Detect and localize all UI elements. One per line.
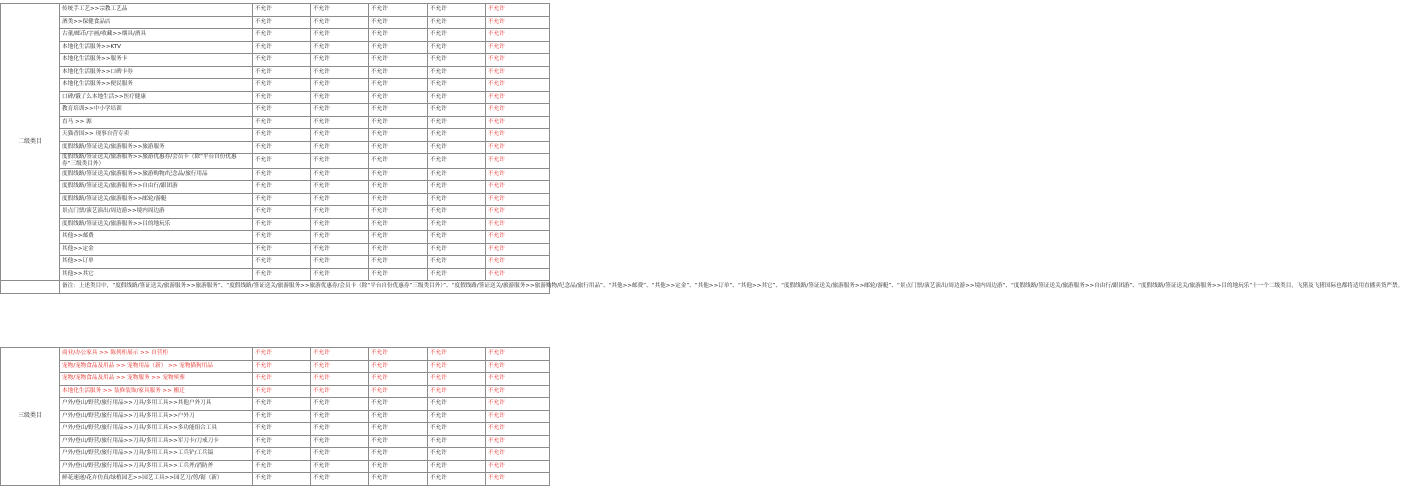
category-path: 度假线路/签证送关/旅游服务>>旅游服务	[60, 141, 253, 154]
permission-cell: 不允许	[369, 385, 428, 398]
table-row	[1, 66, 550, 79]
permission-cell: 不允许	[253, 104, 311, 117]
table-row	[1, 79, 550, 92]
permission-cell: 不允许	[311, 16, 369, 29]
permission-cell: 不允许	[486, 373, 550, 386]
table-row	[1, 398, 550, 411]
permission-cell: 不允许	[486, 410, 550, 423]
permission-cell: 不允许	[369, 398, 428, 411]
permission-cell: 不允许	[369, 181, 428, 194]
permission-cell: 不允许	[428, 410, 486, 423]
table-row	[1, 181, 550, 194]
permission-cell: 不允许	[311, 141, 369, 154]
permission-cell: 不允许	[428, 41, 486, 54]
category-path: 鲜花速递/花卉仿真/绿植园艺>>园艺工具>>园艺刀/剪/锯（新）	[60, 473, 253, 486]
category-path: 其他>>邮费	[60, 231, 253, 244]
permission-cell: 不允许	[311, 181, 369, 194]
permission-cell: 不允许	[253, 54, 311, 67]
permission-cell: 不允许	[486, 168, 550, 181]
permission-cell: 不允许	[428, 168, 486, 181]
permission-cell: 不允许	[311, 448, 369, 461]
category-path: 宠物/宠物食品及用品 >> 宠物用品（新） >> 宠物猫狗用品	[60, 360, 253, 373]
permission-cell: 不允许	[253, 91, 311, 104]
permission-cell: 不允许	[311, 231, 369, 244]
table-row	[1, 54, 550, 67]
permission-cell: 不允许	[428, 218, 486, 231]
permission-cell: 不允许	[311, 435, 369, 448]
permission-cell: 不允许	[486, 473, 550, 486]
permission-cell: 不允许	[428, 129, 486, 142]
permission-cell: 不允许	[253, 41, 311, 54]
category-path: 景点门票/演艺演出/周边游>>境内周边游	[60, 206, 253, 219]
permission-cell: 不允许	[369, 243, 428, 256]
third-level-table	[0, 347, 550, 486]
permission-cell: 不允许	[369, 218, 428, 231]
table-row	[1, 91, 550, 104]
table-row	[1, 423, 550, 436]
permission-cell: 不允许	[311, 54, 369, 67]
table-row	[1, 268, 550, 281]
permission-cell: 不允许	[253, 141, 311, 154]
permission-cell: 不允许	[253, 410, 311, 423]
category-path: 户外/登山/野营/旅行用品>>刀具/多用工具>>其他户外刀具	[60, 398, 253, 411]
permission-cell: 不允许	[311, 256, 369, 269]
permission-cell: 不允许	[369, 91, 428, 104]
table-row	[1, 385, 550, 398]
permission-cell: 不允许	[311, 360, 369, 373]
permission-cell: 不允许	[428, 423, 486, 436]
permission-cell: 不允许	[253, 193, 311, 206]
category-path: 商业/办公家具 >> 陈列柜展示 >> 自营柜	[60, 348, 253, 361]
permission-cell: 不允许	[428, 4, 486, 17]
permission-cell: 不允许	[311, 398, 369, 411]
permission-cell: 不允许	[253, 360, 311, 373]
permission-cell: 不允许	[486, 218, 550, 231]
second-level-table	[0, 3, 1403, 294]
permission-cell: 不允许	[428, 385, 486, 398]
permission-cell: 不允许	[253, 435, 311, 448]
permission-cell: 不允许	[486, 16, 550, 29]
permission-cell: 不允许	[253, 66, 311, 79]
permission-cell: 不允许	[486, 41, 550, 54]
permission-cell: 不允许	[428, 268, 486, 281]
permission-cell: 不允许	[369, 29, 428, 42]
category-path: 度假线路/签证送关/旅游服务>>邮轮/游艇	[60, 193, 253, 206]
permission-cell: 不允许	[311, 29, 369, 42]
permission-cell: 不允许	[253, 4, 311, 17]
table-row	[1, 154, 550, 169]
permission-cell: 不允许	[486, 181, 550, 194]
category-label: 三级类目	[1, 348, 60, 486]
table-row	[1, 256, 550, 269]
category-path: 教育培训>>中小学培训	[60, 104, 253, 117]
permission-cell: 不允许	[486, 256, 550, 269]
permission-cell: 不允许	[311, 129, 369, 142]
permission-cell: 不允许	[428, 360, 486, 373]
category-path: 其他>>订单	[60, 256, 253, 269]
permission-cell: 不允许	[486, 91, 550, 104]
category-path: 酒类>>保健食品店	[60, 16, 253, 29]
permission-cell: 不允许	[253, 398, 311, 411]
permission-cell: 不允许	[253, 231, 311, 244]
permission-cell: 不允许	[369, 460, 428, 473]
permission-cell: 不允许	[311, 385, 369, 398]
permission-cell: 不允许	[369, 360, 428, 373]
permission-cell: 不允许	[486, 423, 550, 436]
permission-cell: 不允许	[428, 154, 486, 169]
permission-cell: 不允许	[369, 206, 428, 219]
table-row	[1, 435, 550, 448]
permission-cell: 不允许	[486, 206, 550, 219]
permission-cell: 不允许	[369, 104, 428, 117]
permission-cell: 不允许	[428, 473, 486, 486]
permission-cell: 不允许	[311, 268, 369, 281]
permission-cell: 不允许	[253, 181, 311, 194]
permission-cell: 不允许	[311, 4, 369, 17]
table-row	[1, 129, 550, 142]
permission-cell: 不允许	[369, 54, 428, 67]
permission-cell: 不允许	[369, 129, 428, 142]
permission-cell: 不允许	[428, 256, 486, 269]
permission-cell: 不允许	[253, 473, 311, 486]
permission-cell: 不允许	[253, 348, 311, 361]
table-row	[1, 116, 550, 129]
permission-cell: 不允许	[369, 256, 428, 269]
permission-cell: 不允许	[369, 16, 428, 29]
permission-cell: 不允许	[311, 206, 369, 219]
table-row	[1, 218, 550, 231]
category-path: 度假线路/签证送关/旅游服务>>自由行/跟团游	[60, 181, 253, 194]
permission-cell: 不允许	[486, 193, 550, 206]
category-path: 古董/邮币/字画/收藏>>烟具/酒具	[60, 29, 253, 42]
permission-cell: 不允许	[253, 206, 311, 219]
permission-cell: 不允许	[428, 460, 486, 473]
note-row	[1, 281, 550, 294]
category-path: 户外/登山/野营/旅行用品>>刀具/多用工具>>工兵斧/消防斧	[60, 460, 253, 473]
permission-cell: 不允许	[486, 460, 550, 473]
permission-cell: 不允许	[369, 141, 428, 154]
category-path: 宠物/宠物食品及用品 >> 宠物服务 >> 宠物殡葬	[60, 373, 253, 386]
permission-cell: 不允许	[428, 435, 486, 448]
permission-cell: 不允许	[311, 66, 369, 79]
permission-cell: 不允许	[486, 398, 550, 411]
table-row	[1, 41, 550, 54]
permission-cell: 不允许	[369, 348, 428, 361]
permission-cell: 不允许	[428, 116, 486, 129]
note-spacer	[1, 281, 60, 294]
permission-cell: 不允许	[428, 348, 486, 361]
permission-cell: 不允许	[311, 243, 369, 256]
permission-cell: 不允许	[253, 154, 311, 169]
category-path: 户外/登山/野营/旅行用品>>刀具/多用工具>>户外刀	[60, 410, 253, 423]
permission-cell: 不允许	[369, 435, 428, 448]
category-path: 度假线路/签证送关/旅游服务>>旅游优惠券/会员卡（除“平台自份优惠券”三级类目外）	[60, 154, 253, 169]
table-row	[1, 4, 550, 17]
permission-cell: 不允许	[311, 193, 369, 206]
category-path: 本地化生活服务>>服务卡	[60, 54, 253, 67]
permission-cell: 不允许	[428, 373, 486, 386]
category-path: 本地化生活服务>>口碑卡券	[60, 66, 253, 79]
table-row	[1, 16, 550, 29]
permission-cell: 不允许	[428, 79, 486, 92]
table-row	[1, 448, 550, 461]
table-row	[1, 29, 550, 42]
permission-cell: 不允许	[486, 385, 550, 398]
permission-cell: 不允许	[311, 423, 369, 436]
permission-cell: 不允许	[486, 66, 550, 79]
table-row	[1, 360, 550, 373]
table-row	[1, 410, 550, 423]
permission-cell: 不允许	[311, 91, 369, 104]
permission-cell: 不允许	[428, 206, 486, 219]
table-row	[1, 168, 550, 181]
permission-cell: 不允许	[486, 268, 550, 281]
permission-cell: 不允许	[486, 243, 550, 256]
category-path: 户外/登山/野营/旅行用品>>刀具/多用工具>>军刀卡/刀戒刀卡	[60, 435, 253, 448]
permission-cell: 不允许	[369, 268, 428, 281]
permission-cell: 不允许	[311, 373, 369, 386]
permission-cell: 不允许	[311, 168, 369, 181]
permission-cell: 不允许	[369, 473, 428, 486]
permission-cell: 不允许	[428, 231, 486, 244]
table-row	[1, 243, 550, 256]
permission-cell: 不允许	[369, 154, 428, 169]
permission-cell: 不允许	[253, 385, 311, 398]
permission-cell: 不允许	[253, 218, 311, 231]
category-path: 度假线路/签证送关/旅游服务>>目的地玩乐	[60, 218, 253, 231]
table-row	[1, 473, 550, 486]
note-text: 备注：上述类目中，“度假线路/签证送关/旅游服务>>旅游服务”、“度假线路/签证送关/旅游服务>>旅游优惠券/会员卡（除“平台自份优惠券”三级类目外）”、“度假线路/签证送关/旅游服务>>旅游购物/纪念品/旅行用品”、“其他>>邮费”、“其他>>定金”、“其他>>订单”、“其他>>其它”、“度假线路/签证送关/旅游服务>>邮轮/游艇”、“景点门票/演艺演出/周边游>>境内周边游”、“度假线路/签证送关/旅游服务>>自由行/跟团游”、“度假线路/签证送关/旅游服务>>目的地玩乐”十一个二级类目，飞猪及飞猪国际也都将适用直播卖货严禁。	[60, 281, 550, 294]
permission-cell: 不允许	[369, 116, 428, 129]
permission-cell: 不允许	[311, 116, 369, 129]
permission-cell: 不允许	[486, 154, 550, 169]
permission-cell: 不允许	[253, 460, 311, 473]
permission-cell: 不允许	[253, 448, 311, 461]
permission-cell: 不允许	[311, 460, 369, 473]
category-path: 户外/登山/野营/旅行用品>>刀具/多用工具>>多功能组合工具	[60, 423, 253, 436]
permission-cell: 不允许	[428, 141, 486, 154]
category-path: 其他>>其它	[60, 268, 253, 281]
permission-cell: 不允许	[428, 66, 486, 79]
permission-cell: 不允许	[311, 473, 369, 486]
category-path: 口碑/饿了么本地生活>>医疗健康	[60, 91, 253, 104]
permission-cell: 不允许	[428, 193, 486, 206]
category-path: 度假线路/签证送关/旅游服务>>旅游购物/纪念品/旅行用品	[60, 168, 253, 181]
permission-cell: 不允许	[486, 448, 550, 461]
permission-cell: 不允许	[311, 79, 369, 92]
permission-cell: 不允许	[369, 410, 428, 423]
permission-cell: 不允许	[253, 16, 311, 29]
permission-cell: 不允许	[311, 218, 369, 231]
permission-cell: 不允许	[428, 181, 486, 194]
permission-cell: 不允许	[428, 91, 486, 104]
category-label: 二级类目	[1, 4, 60, 281]
permission-cell: 不允许	[428, 16, 486, 29]
table-row	[1, 460, 550, 473]
permission-cell: 不允许	[253, 29, 311, 42]
permission-cell: 不允许	[428, 243, 486, 256]
permission-cell: 不允许	[486, 54, 550, 67]
permission-cell: 不允许	[486, 231, 550, 244]
permission-cell: 不允许	[253, 129, 311, 142]
permission-cell: 不允许	[311, 41, 369, 54]
table-row	[1, 206, 550, 219]
category-path: 本地化生活服务>>KTV	[60, 41, 253, 54]
permission-cell: 不允许	[369, 168, 428, 181]
category-path: 户外/登山/野营/旅行用品>>刀具/多用工具>>工兵铲/工兵镐	[60, 448, 253, 461]
permission-cell: 不允许	[253, 116, 311, 129]
permission-cell: 不允许	[428, 54, 486, 67]
permission-cell: 不允许	[486, 4, 550, 17]
table-row	[1, 231, 550, 244]
table-row	[1, 348, 550, 361]
category-path: 本地化生活服务>>便民服务	[60, 79, 253, 92]
category-path: 直马 >> 源	[60, 116, 253, 129]
category-path: 传统手工艺>>宗教工艺品	[60, 4, 253, 17]
permission-cell: 不允许	[486, 129, 550, 142]
table-row	[1, 104, 550, 117]
permission-cell: 不允许	[369, 193, 428, 206]
category-path: 天猫香国>> 现事自营专卖	[60, 129, 253, 142]
permission-cell: 不允许	[486, 435, 550, 448]
permission-cell: 不允许	[311, 348, 369, 361]
permission-cell: 不允许	[428, 29, 486, 42]
permission-cell: 不允许	[428, 398, 486, 411]
permission-cell: 不允许	[486, 79, 550, 92]
permission-cell: 不允许	[369, 231, 428, 244]
permission-cell: 不允许	[486, 104, 550, 117]
permission-cell: 不允许	[486, 360, 550, 373]
permission-cell: 不允许	[369, 66, 428, 79]
permission-cell: 不允许	[486, 348, 550, 361]
table-row	[1, 373, 550, 386]
permission-cell: 不允许	[253, 373, 311, 386]
permission-cell: 不允许	[369, 4, 428, 17]
permission-cell: 不允许	[253, 256, 311, 269]
permission-cell: 不允许	[369, 41, 428, 54]
permission-cell: 不允许	[253, 243, 311, 256]
permission-cell: 不允许	[428, 448, 486, 461]
permission-cell: 不允许	[253, 423, 311, 436]
permission-cell: 不允许	[428, 104, 486, 117]
category-path: 本地化生活服务 >> 装修装饰/家具服务 >> 搬迁	[60, 385, 253, 398]
permission-cell: 不允许	[311, 410, 369, 423]
permission-cell: 不允许	[311, 104, 369, 117]
category-path: 其他>>定金	[60, 243, 253, 256]
permission-cell: 不允许	[253, 268, 311, 281]
permission-cell: 不允许	[369, 79, 428, 92]
permission-cell: 不允许	[369, 373, 428, 386]
permission-cell: 不允许	[253, 168, 311, 181]
permission-cell: 不允许	[311, 154, 369, 169]
permission-cell: 不允许	[369, 423, 428, 436]
permission-cell: 不允许	[486, 29, 550, 42]
permission-cell: 不允许	[369, 448, 428, 461]
permission-cell: 不允许	[486, 116, 550, 129]
permission-cell: 不允许	[253, 79, 311, 92]
permission-cell: 不允许	[486, 141, 550, 154]
table-row	[1, 193, 550, 206]
table-row	[1, 141, 550, 154]
